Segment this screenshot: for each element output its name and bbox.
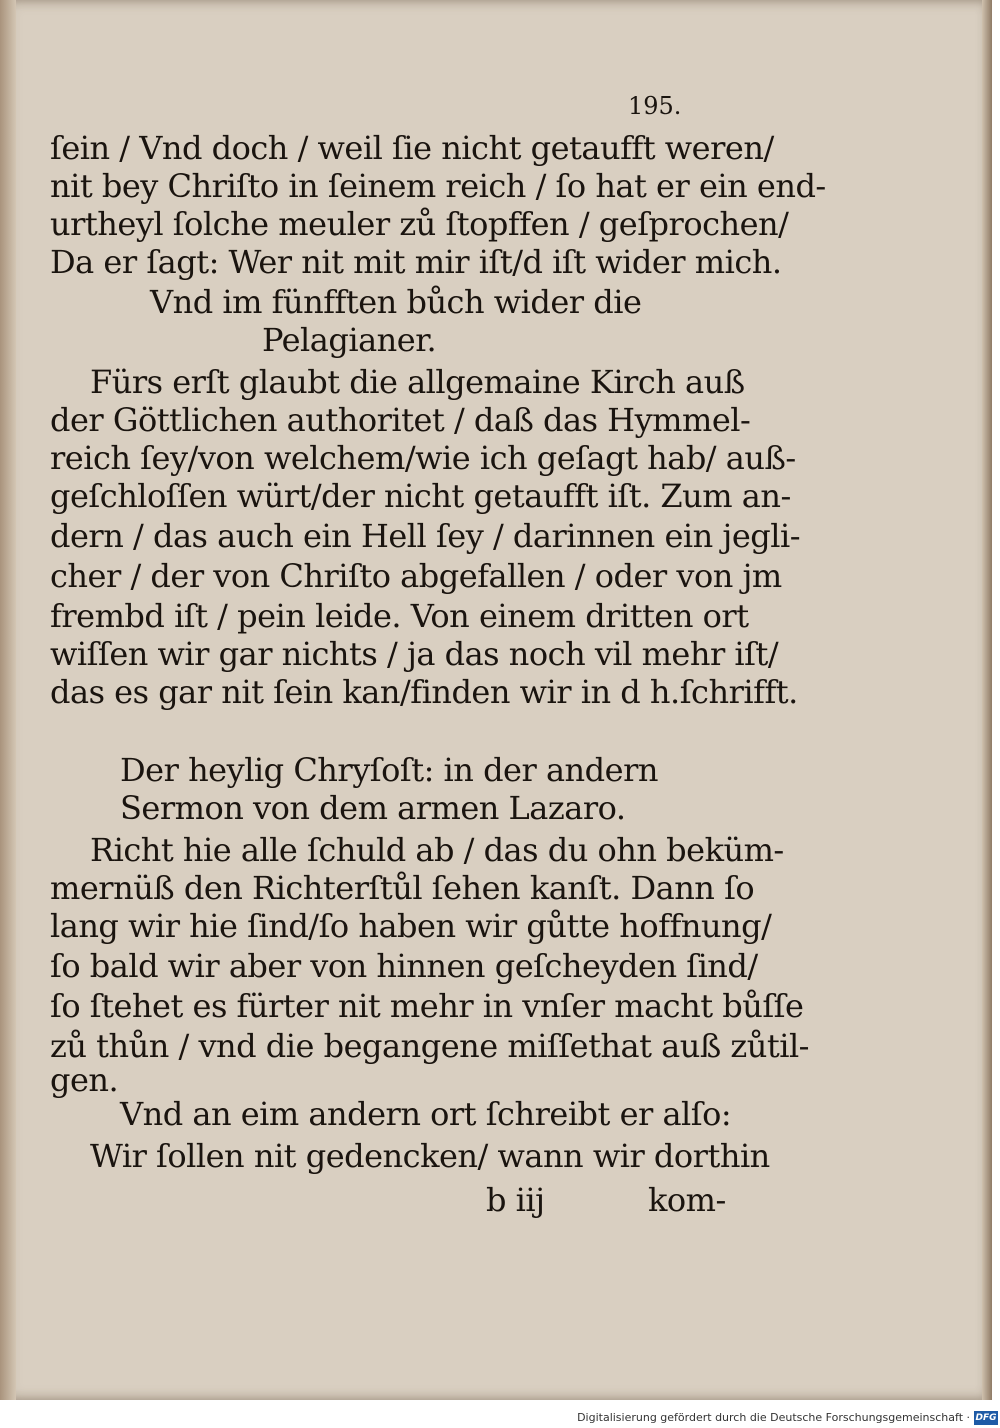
text-line: ſo ſtehet es fürter nit mehr in vnſer macht bůſſe <box>50 987 804 1025</box>
text-line: Fürs erſt glaubt die allgemaine Kirch auß <box>90 363 745 401</box>
text-line: cher / der von Chriſto abgefallen / oder von jm <box>50 557 782 595</box>
text-line: Wir ſollen nit gedencken/ wann wir dorthin <box>90 1137 770 1175</box>
text-line: Vnd an eim andern ort ſchreibt er alſo: <box>120 1095 732 1133</box>
catchword: kom- <box>648 1181 726 1219</box>
section-heading-line: Der heylig Chryſoſt: in der andern <box>120 751 658 789</box>
text-line: zů thůn / vnd die begangene miſſethat auß zůtil- <box>50 1027 809 1065</box>
section-heading-line: Pelagianer. <box>262 321 437 359</box>
text-line: lang wir hie ſind/ſo haben wir gůtte hoffnung/ <box>50 907 772 945</box>
footer-bar <box>0 1408 1000 1428</box>
text-line: geſchloſſen würt/der nicht getaufft iſt. Zum an- <box>50 477 791 515</box>
text-line: ſo bald wir aber von hinnen geſcheyden ſind/ <box>50 947 758 985</box>
funding-notice: Digitalisierung gefördert durch die Deutsche Forschungsgemeinschaft · <box>577 1411 970 1424</box>
text-line: gen. <box>50 1061 119 1099</box>
text-line: reich ſey/von welchem/wie ich geſagt hab/ auß- <box>50 439 796 477</box>
section-heading-line: Vnd im fünfften bůch wider die <box>150 283 642 321</box>
text-line: nit bey Chriſto in ſeinem reich / ſo hat er ein end- <box>50 167 826 205</box>
text-line: das es gar nit ſein kan/finden wir in d h.ſchrifft. <box>50 673 798 711</box>
dfg-logo: DFG <box>975 1413 997 1423</box>
text-line: frembd iſt / pein leide. Von einem dritten ort <box>50 597 749 635</box>
text-line: urtheyl ſolche meuler zů ſtopffen / geſprochen/ <box>50 205 789 243</box>
text-line: wiſſen wir gar nichts / ja das noch vil mehr iſt/ <box>50 635 779 673</box>
signature-mark: b iij <box>486 1181 545 1219</box>
text-line: Richt hie alle ſchuld ab / das du ohn beküm- <box>90 831 784 869</box>
text-line: der Göttlichen authoritet / daß das Hymmel- <box>50 401 751 439</box>
text-line: dern / das auch ein Hell ſey / darinnen ein jegli- <box>50 517 801 555</box>
text-line: mernüß den Richterſtůl ſehen kanſt. Dann ſo <box>50 869 755 907</box>
section-heading-line: Sermon von dem armen Lazaro. <box>120 789 626 827</box>
text-line: ſein / Vnd doch / weil ſie nicht getaufft weren/ <box>50 129 774 167</box>
page-number: 195. <box>628 92 682 120</box>
text-line: Da er ſagt: Wer nit mit mir iſt/d iſt wider mich. <box>50 243 782 281</box>
